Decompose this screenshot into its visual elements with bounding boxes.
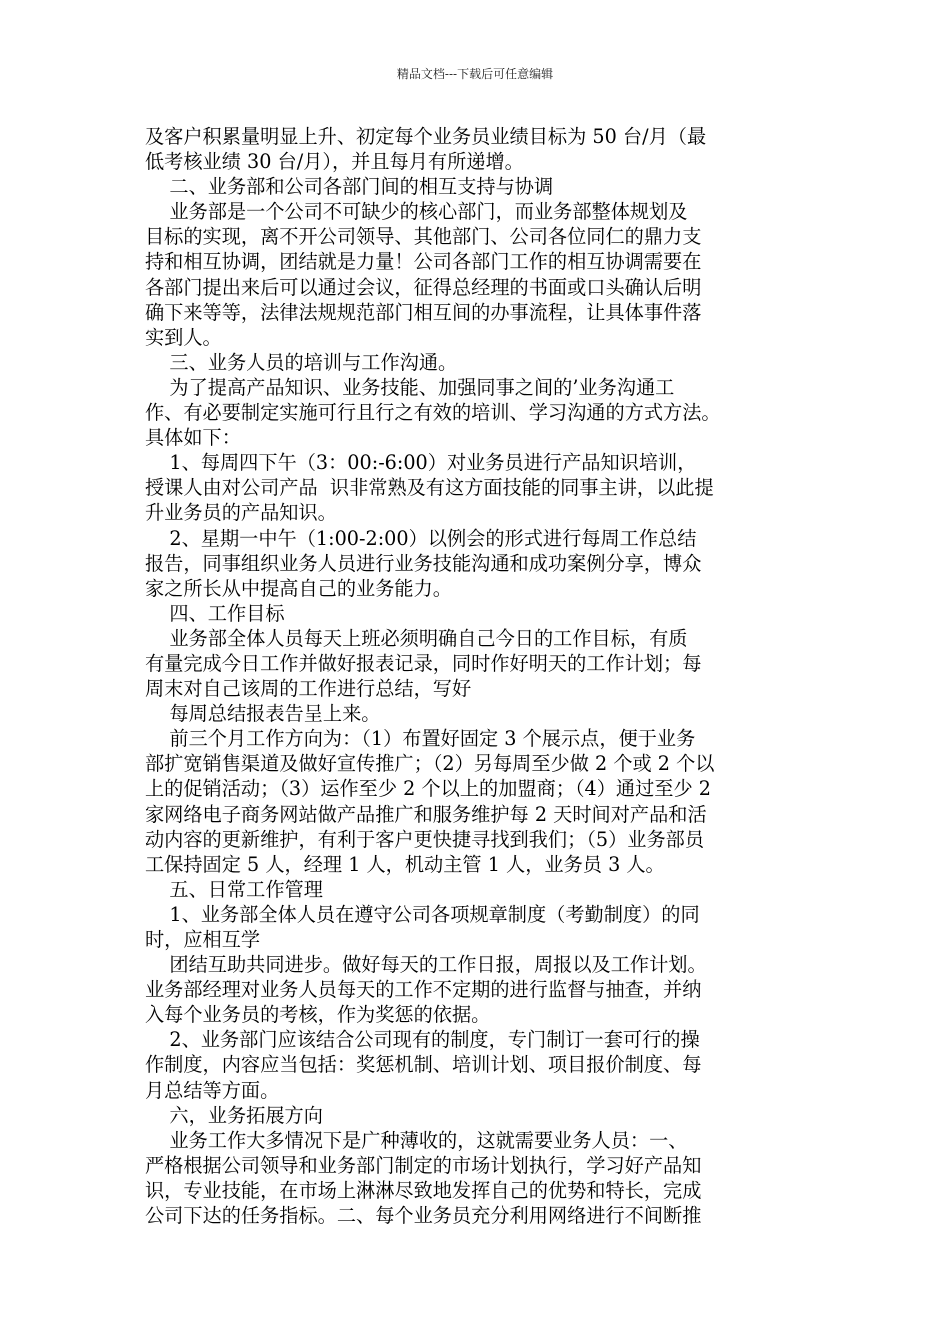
text-line: 授课人由对公司产品 识非常熟及有这方面技能的同事主讲，以此提	[145, 476, 714, 500]
text-line: 业务工作大多情况下是广种薄收的，这就需要业务人员：一、	[145, 1128, 688, 1152]
text-line: 动内容的更新维护，有利于客户更快捷寻找到我们；（5）业务部员	[145, 827, 705, 851]
text-line: 具体如下：	[145, 426, 241, 450]
text-line: 实到人。	[145, 325, 222, 349]
text-line: 识，专业技能，在市场上淋淋尽致地发挥自己的优势和特长，完成	[145, 1178, 702, 1202]
text-line: 1、业务部全体人员在遵守公司各项规章制度（考勤制度）的同	[145, 902, 700, 926]
text-line: 低考核业绩 30 台/月），并且每月有所递增。	[145, 150, 524, 174]
text-line: 目标的实现，离不开公司领导、其他部门、公司各位同仁的鼎力支	[145, 225, 702, 249]
text-line: 团结互助共同进步。做好每天的工作日报，周报以及工作计划。	[145, 953, 707, 977]
text-line: 升业务员的产品知识。	[145, 501, 337, 525]
section-heading: 五、日常工作管理	[145, 877, 323, 901]
text-line: 时，应相互学	[145, 928, 261, 951]
text-line: 作、有必要制定实施可行且行之有效的培训、学习沟通的方式方法。	[145, 401, 721, 425]
text-line: 每周总结报表告呈上来。	[145, 702, 381, 726]
text-line: 确下来等等，法律法规规范部门相互间的办事流程，让具体事件落	[145, 300, 702, 324]
text-line: 作制度，内容应当包括：奖惩机制、培训计划、项目报价制度、每	[145, 1053, 702, 1077]
document-body	[145, 124, 810, 1228]
text-line: 家网络电子商务网站做产品推广和服务维护每 2 天时间对产品和活	[145, 802, 707, 826]
text-line: 2、业务部门应该结合公司现有的制度，专门制订一套可行的操	[145, 1028, 700, 1052]
section-heading: 六，业务拓展方向	[145, 1103, 323, 1127]
text-line: 业务部经理对业务人员每天的工作不定期的进行监督与抽查，并纳	[145, 978, 702, 1002]
text-line: 上的促销活动；（3）运作至少 2 个以上的加盟商；（4）通过至少 2	[145, 777, 711, 801]
text-line: 严格根据公司领导和业务部门制定的市场计划执行，学习好产品知	[145, 1153, 702, 1177]
text-line: 前三个月工作方向为：（1）布置好固定 3 个展示点，便于业务	[145, 727, 696, 751]
text-line: 为了提高产品知识、业务技能、加强同事之间的’业务沟通工	[145, 375, 675, 399]
text-line: 2、星期一中午（1:00-2:00）以例会的形式进行每周工作总结	[145, 526, 697, 550]
text-line: 月总结等方面。	[145, 1078, 280, 1102]
text-line: 1、每周四下午（3：00:-6:00）对业务员进行产品知识培训，	[145, 451, 697, 475]
text-line: 业务部是一个公司不可缺少的核心部门，而业务部整体规划及	[145, 200, 688, 224]
text-line: 有量完成今日工作并做好报表记录，同时作好明天的工作计划；每	[145, 651, 702, 675]
text-line: 入每个业务员的考核，作为奖惩的依据。	[145, 1003, 491, 1027]
section-heading: 四、工作目标	[145, 601, 285, 625]
page-header: 精品文档---下载后可任意编辑	[396, 67, 554, 81]
text-line: 部扩宽销售渠道及做好宣传推广；（2）另每周至少做 2 个或 2 个以	[145, 752, 715, 776]
text-line: 持和相互协调，团结就是力量！公司各部门工作的相互协调需要在	[145, 250, 702, 274]
section-heading: 二、业务部和公司各部门间的相互支持与协调	[145, 175, 554, 199]
text-line: 报告，同事组织业务人员进行业务技能沟通和成功案例分享，博众	[145, 551, 702, 575]
text-line: 周末对自己该周的工作进行总结，写好	[145, 677, 472, 701]
text-line: 公司下达的任务指标。二、每个业务员充分利用网络进行不间断推	[145, 1204, 702, 1228]
text-line: 业务部全体人员每天上班必须明确自己今日的工作目标，有质	[145, 626, 688, 650]
text-line: 及客户积累量明显上升、初定每个业务员业绩目标为 50 台/月（最	[145, 125, 707, 148]
section-heading: 三、业务人员的培训与工作沟通。	[145, 350, 458, 374]
text-line: 家之所长从中提高自己的业务能力。	[145, 576, 452, 600]
text-line: 各部门提出来后可以通过会议，征得总经理的书面或口头确认后明	[145, 275, 702, 299]
text-line: 工保持固定 5 人，经理 1 人，机动主管 1 人，业务员 3 人。	[145, 852, 665, 876]
